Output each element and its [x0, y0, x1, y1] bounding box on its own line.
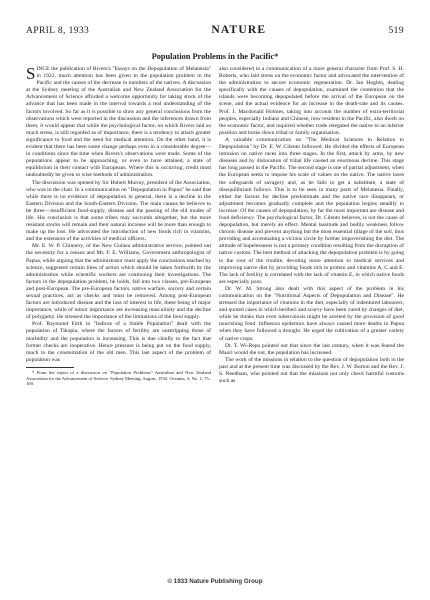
paragraph-murray: The discussion was opened by Sir Hubert Murray, president of the Association, who was in the chair. In a communication on "Depopulation in Papua" he said that while there is no evidence of depopulation in general, there is a decline in the Eastern Division and the South-Eastern Division. The main causes he believes to be three—insufficient food-supply, disease and the passing of the old modes of life. His conclusion is that some tribes may succumb altogether, but the more resistant stocks will remain and their natural increase will be more than enough to make up the loss. He advocated the introduction of new foods rich in vitamins, and the extension of the activities of medical officers. [26, 179, 211, 243]
right-column [219, 66, 404, 385]
page-number: 519 [388, 26, 404, 36]
paragraph-firth: Prof. Raymond Firth in "Indices of a Stable Population" dealt with the population of Tikopia, where the factors of fertility are outstripping those of morbidity and the population is increasing. This is due chiefly to the fact that former checks are inoperative. Hence pressure is being put on the food supply, much to the consternation of the old men. This last aspect of the problem of population was [26, 321, 211, 363]
paragraph-intro-text: INCE the publication of Rivers's "Essays on the Depopulation of Melanesia" in 1922, much attention has been given to the population problem in the Pacific and the causes of the decrease in numbers of the natives. A discussion at the Sydney meeting of the Australian and New Zealand Association for the Advancement of Science afforded a welcome opportunity for taking stock of the advance that has been made in the interval towards a real understanding of the factors involved. So far as it is possible to draw any general conclusions from the observations which were reported in the discussion and the inferences drawn from them, it would appear that while the psychological factor, on which Rivers laid so much stress, is still regarded as of importance, there is a tendency to attach greater significance to food and the need for medical attention. On the other hand, it is evident that there has been some change perhaps even in a considerable degree—in conditions since the time when Rivers's observations were made. Some of the populations appear to be approaching, or even to have attained, a state of equilibrium in their contact with Europeans. Where this is occurring, credit must undoubtedly be given to wise methods of administration. [26, 66, 211, 179]
paragraph-cilento: A valuable communication on "The Medical Sciences in Relation to Depopulation" by Dr. E. W. Cilento followed. He divided the effects of European intrusion on native races into three stages. In the first, attack by arms, by new diseases and by dislocation of tribal life caused an enormous decline. This stage has long passed in the Pacific. The second stage is one of partial adjustment, when the European seeks to impose his scale of values on the native. The native loses the safeguards of savagery and, as he fails to get a substitute, a state of disequilibrium follows. This is to be seen in many parts of Melanesia. Finally, either the factors for decline predominate and the native race disappears, or adjustment becomes gradually complete and the population begins steadily to increase. Of the causes of depopulation, by far the most important are disease and food deficiency. The psychological factor, Dr. Cilento believes, is not the cause of depopulation, but merely an effect. Mental lassitude and bodily weakness follow chronic disease and prevent anything but the most essential tillage of the soil, thus providing and accentuating a vicious circle by further impoverishing the diet. The attitude of hopelessness is not a primary condition resulting from the disruption of native custom. The best method of attacking the depopulation problem is by going to the root of the trouble, devoting more attention to medical services and improving native diet by providing foods rich in protein and vitamins A, C and E. The lack of fertility is correlated with the lack of vitamin E, in which native foods are especially poor. [219, 136, 404, 285]
footnote: * From the report of a discussion on "Population Problems" Australian and New Zealand Association for the Advancement of Science, Sydney Meeting, August, 1932. Oceania, 3, No. 1; 75–100. [26, 369, 211, 387]
issue-date: APRIL 8, 1933 [26, 26, 90, 36]
paragraph-roberts: also considered in a communication of a more general character from Prof. S. H. Roberts, who laid stress on the economic factor and advocated the intervention of the administration to secure economic regeneration. Dr. Ian Hogbin, dealing specifically with the causes of depopulation, examined the contention that the islands were becoming depopulated before the arrival of the European on the scene, and the actual evidence for an increase in the death-rate and its causes. Prof. J. Macdonald Holmes, taking into account the number of extra-territorial peoples, especially Indians and Chinese, now resident in the Pacific, also dwelt on the economic factor, and inquired whether trade relegated the native to an inferior position and broke down tribal or family organisation. [219, 66, 404, 136]
paragraph-intro [26, 66, 211, 180]
paragraph-chinnery: Mr. E. W. P. Chinnery, of the New Guinea administrative service, pointed out the necessity for a census and Mr. F. E. Williams, Government anthropologist of Papua, while arguing that the administrator must apply the conclusions reached by science, suggested certain lines of action which should be taken forthwith by the administration while scientific workers are continuing their investigations. The factors in the depopulation problem, he holds, fall into two classes, pre-European and post-European. The pre-European factors, native warfare, sorcery and certain sexual practices, act as checks and must be removed. Among post-European factors are introduced disease and the loss of interest in life, these being of major importance, while of minor importance are increasing masculinity and the decline of polygamy. He stressed the importance of the limitations of the food supply. [26, 243, 211, 321]
footnote-divider [26, 367, 74, 368]
drop-cap: S [26, 64, 36, 83]
article-title: Population Problems in the Pacific* [151, 52, 279, 61]
journal-name: NATURE [211, 24, 267, 36]
copyright-notice: © 1933 Nature Publishing Group [167, 578, 263, 585]
left-column [26, 66, 211, 387]
page-header [26, 24, 404, 40]
paragraph-wirepa: Dr. T. Wi-Repa pointed out that since the last century, when it was feared the Maori would die out, the population has increased. [219, 342, 404, 356]
paragraph-missions: The work of the missions in relation to the question of depopulation both in the past and at the present time was discussed by the Rev. J. W. Burton and the Rev. J. S. Needham, who pointed out that the missions not only check harmful customs such as [219, 356, 404, 385]
paragraph-strong: Dr. W. M. Strong also dealt with this aspect of the problem in his communication on the "Nutritional Aspects of Depopulation and Disease". He stressed the importance of vitamins in the diet, especially of indentured labourers, and quoted cases in which beriberi and scurvy have been cured by changes of diet, while he thinks that even tuberculosis might be averted by the provision of good nourishing food. Influenza epidemics have always caused more deaths in Papua when they have followed a drought. He urged the cultivation of a greater variety of native crops. [219, 285, 404, 342]
